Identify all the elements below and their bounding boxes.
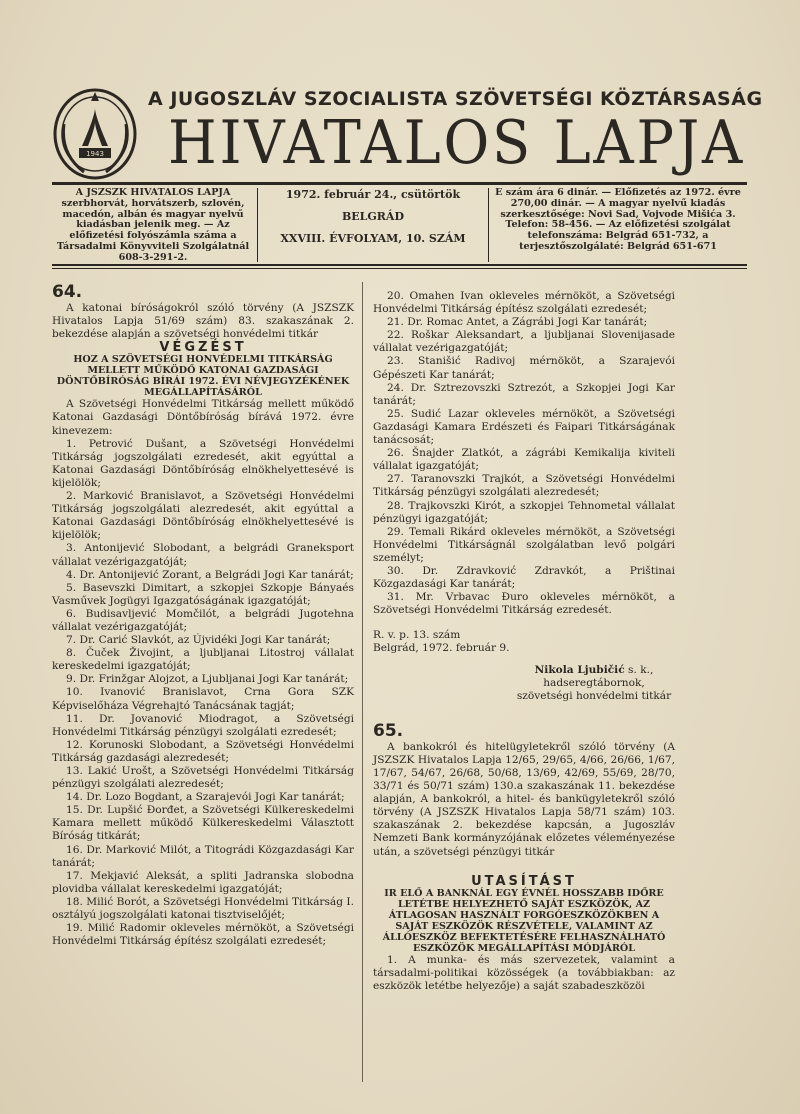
list-item: 11. Dr. Jovanović Miodragot, a Szövetségi Honvédelmi Titkárság pénzügyi szolgálati ezredesét; — [52, 712, 354, 738]
list-item: 20. Omahen Ivan okleveles mérnököt, a Szövetségi Honvédelmi Titkárság építész szolgálati ezredesét; — [373, 290, 675, 316]
masthead-rule-bottom-thin — [52, 268, 747, 269]
list-item: 6. Budisavljević Momčilót, a belgrádi Jugotehna vállalat vezérigazgatóját; — [52, 607, 354, 633]
signature-block — [513, 664, 675, 703]
publication-info: A JSZSZK HIVATALOS LAPJA szerbhorvát, horvátszerb, szlovén, macedón, albán és magyar nyelvű kiadásban jelenik meg. — Az előfizetési folyószámla száma a Társadalmi Könyvviteli Szolgálatnál 608-3-291-2. — [56, 187, 250, 263]
list-item: 7. Dr. Carić Slavkót, az Újvidéki Jogi Kar tanárát; — [66, 634, 331, 647]
list-item: 3. Antonijević Slobodant, a belgrádi Graneksport vállalat vezérigazgatóját; — [52, 542, 354, 568]
decree-paragraph: 1. A munka- és más szervezetek, valamint a társadalmi-politikai közösségek (a továbbiakban: az eszközök letétbe helyezője) a saját szabadeszközöi — [373, 953, 675, 992]
decree-intro: A katonai bíróságokról szóló törvény (A JSZSZK Hivatalos Lapja 51/69 szám) 83. szakaszának 2. bekezdése alapján a szövetségi honvédelmi titkár — [52, 302, 354, 341]
info-divider — [257, 188, 258, 262]
left-column — [52, 282, 354, 948]
decree-intro: A bankokról és hitelügyletekről szóló törvény (A JSZSZK Hivatalos Lapja 12/65, 29/65, 4/66, 26/66, 1/67, 17/67, 54/67, 26/68, 50/68, 13/69, 42/69, 55/69, 28/70, 33/71 és 50/71 szám) 130.a szakaszának 11. bekezdése alapján, A bankokról, a hitel- és bankügyletekről szóló törvény (A JSZSZK Hivatalos Lapja 58/71 szám) 103. szakaszának 2. bekezdése kapcsán, a Jugoszláv Nemzeti Bank kormányzójának előzetes véleményezése után, a szövetségi pénzügyi titkár — [373, 740, 675, 858]
list-item: 14. Dr. Lozo Bogdant, a Szarajevói Jogi Kar tanárát; — [66, 791, 345, 804]
decree-heading: UTASÍTÁST — [471, 873, 577, 889]
decree-number: 65. — [373, 720, 404, 741]
place-date: Belgrád, 1972. február 9. — [373, 642, 510, 655]
list-item: 5. Basevszki Dimitart, a szkopjei Szkopje Bányaés Vasművek Jogügyi Igazgatóságának igazgatóját; — [52, 581, 354, 607]
masthead-rule-bottom — [52, 264, 747, 266]
masthead-top-title: A JUGOSZLÁV SZOCIALISTA SZÖVETSÉGI KÖZTÁRSASÁG — [148, 88, 763, 110]
right-column — [373, 290, 675, 993]
issue-volume: XXVIII. ÉVFOLYAM, 10. SZÁM — [280, 232, 466, 245]
list-item: 2. Marković Branislavot, a Szövetségi Honvédelmi Titkárság jogszolgálati alezredesét, akit egyúttal a Katonai Gazdasági Döntőbíróság elnökhelyettesévé is kijelölök; — [52, 490, 354, 542]
list-item: 24. Dr. Sztrezovszki Sztrezót, a Szkopjei Jogi Kar tanárát; — [373, 381, 675, 407]
list-item: 8. Čuček Živojint, a ljubljanai Litostroj vállalat kereskedelmi igazgatóját; — [52, 647, 354, 673]
issue-place: BELGRÁD — [341, 210, 405, 223]
list-item: 17. Mekjavić Aleksát, a spliti Jadranska slobodna plovidba vállalat kereskedelmi igazgatóját; — [52, 869, 354, 895]
decree-subheading: HOZ A SZÖVETSÉGI HONVÉDELMI TITKÁRSÁG MELLETT MŰKÖDŐ KATONAI GAZDASÁGI DÖNTŐBÍRÓSÁG BÍRÁI 1972. ÉVI NÉVJEGYZÉKÉNEK MEGÁLLAPÍTÁSÁRÓL — [56, 354, 350, 399]
signer-rank: hadseregtábornok, — [543, 676, 645, 689]
decree-subheading: IR ELŐ A BANKNÁL EGY ÉVNÉL HOSSZABB IDŐRE LETÉTBE HELYEZHETŐ SAJÁT ESZKÖZÖK, AZ ÁTLAGOSAN HASZNÁLT FORGÓESZKÖZÖKBEN A SAJÁT ESZKÖZÖK RÉSZVÉTELE, VALAMINT AZ ÁLLÓESZKÖZ BEFEKTETÉSÉRE FELHASZNÁLHATÓ ESZKÖZÖK MEGÁLLAPÍTÁSI MÓDJÁRÓL — [382, 887, 666, 954]
list-item: 27. Taranovszki Trajkót, a Szövetségi Honvédelmi Titkárság pénzügyi szolgálati alezredesét; — [373, 473, 675, 499]
issue-date: 1972. február 24., csütörtök — [285, 188, 461, 201]
list-item: 10. Ivanović Branislavot, Crna Gora SZK Képviselőháza Végrehajtó Tanácsának tagját; — [52, 686, 354, 712]
list-item: 28. Trajkovszki Kirót, a szkopjei Tehnometal vállalat pénzügyi igazgatóját; — [373, 499, 675, 525]
list-item: 21. Dr. Romac Antet, a Zágrábi Jogi Kar tanárát; — [387, 316, 648, 329]
decree-number: 64. — [52, 282, 83, 302]
list-item: 13. Lakić Urošt, a Szövetségi Honvédelmi Titkárság pénzügyi szolgálati alezredesét; — [52, 765, 354, 791]
decree-heading: VÉGZÉST — [159, 340, 247, 356]
issue-info — [262, 188, 484, 262]
list-item: 18. Milić Borót, a Szövetségi Honvédelmi Titkárság I. osztályú jogszolgálati katonai tisztviselőjét; — [52, 895, 354, 922]
list-item: 25. Sudić Lazar okleveles mérnököt, a Szövetségi Gazdasági Kamara Erdészeti és Faipari Titkárságának tanácsosát; — [373, 407, 675, 447]
subscription-info: E szám ára 6 dinár. — Előfizetés az 1972. évre 270,00 dinár. — A magyar nyelvű kiadás szerkesztősége: Novi Sad, Vojvode Mišića 3. Telefon: 58-456. — Az előfizetési szolgálat telefonszáma: Belgrád 651-732, a terjesztőszolgálaté: Belgrád 651-671 — [495, 187, 741, 252]
list-item: 29. Temali Rikárd okleveles mérnököt, a Szövetségi Honvédelmi Titkárságnál szolgálatban levő polgári személyt; — [373, 525, 675, 564]
list-item: 22. Roškar Aleksandart, a ljubljanai Slovenijasade vállalat vezérigazgatóját; — [373, 329, 675, 355]
list-item: 23. Stanišić Radivoj mérnököt, a Szarajevói Gépészeti Kar tanárát; — [373, 355, 675, 381]
svg-text:1943: 1943 — [86, 150, 104, 158]
list-item: 1. Petrović Dušant, a Szövetségi Honvédelmi Titkárság jogszolgálati ezredesét, akit egyúttal a Katonai Gazdasági Döntőbíróság elnökhelyettesévé is kijelölök; — [52, 437, 354, 489]
list-item: 30. Dr. Zdravković Zdravkót, a Prištinai Közgazdasági Kar tanárát; — [373, 564, 675, 591]
signer-sk: s. k., — [628, 663, 654, 676]
info-divider — [488, 188, 489, 262]
masthead-rule-top — [52, 182, 747, 185]
list-item: 16. Dr. Marković Milót, a Titográdi Közgazdasági Kar tanárát; — [52, 843, 354, 869]
list-item: 26. Šnajder Zlatkót, a zágrábi Kemikalija kiviteli vállalat igazgatóját; — [373, 447, 675, 473]
list-item: 15. Dr. Lupšić Đorđet, a Szövetségi Külkereskedelmi Kamara mellett működő Külkereskedelmi Választott Bíróság titkárát; — [52, 804, 354, 843]
list-item: 31. Mr. Vrbavac Đuro okleveles mérnököt, a Szövetségi Honvédelmi Titkárság ezredesét. — [373, 591, 675, 617]
list-item: 9. Dr. Frinžgar Alojzot, a Ljubljanai Jogi Kar tanárát; — [66, 673, 349, 686]
list-item: 4. Dr. Antonijević Zorant, a Belgrádi Jogi Kar tanárát; — [66, 568, 354, 581]
signer-name: Nikola Ljubičić — [534, 663, 625, 676]
list-item: 19. Milić Radomir okleveles mérnököt, a Szövetségi Honvédelmi Titkárság építész szolgálati ezredesét; — [52, 922, 354, 948]
masthead-title: HIVATALOS LAPJA — [168, 108, 746, 178]
reference-number: R. v. p. 13. szám — [373, 629, 461, 642]
decree-lead: A Szövetségi Honvédelmi Titkárság mellett működő Katonai Gazdasági Döntőbíróság bírává 1972. évre kinevezem: — [52, 398, 354, 437]
signer-title: szövetségi honvédelmi titkár — [516, 689, 672, 702]
column-separator — [362, 282, 363, 1082]
list-item: 12. Korunoski Slobodant, a Szövetségi Honvédelmi Titkárság gazdasági alezredesét; — [52, 738, 354, 764]
state-emblem-icon — [52, 84, 138, 182]
